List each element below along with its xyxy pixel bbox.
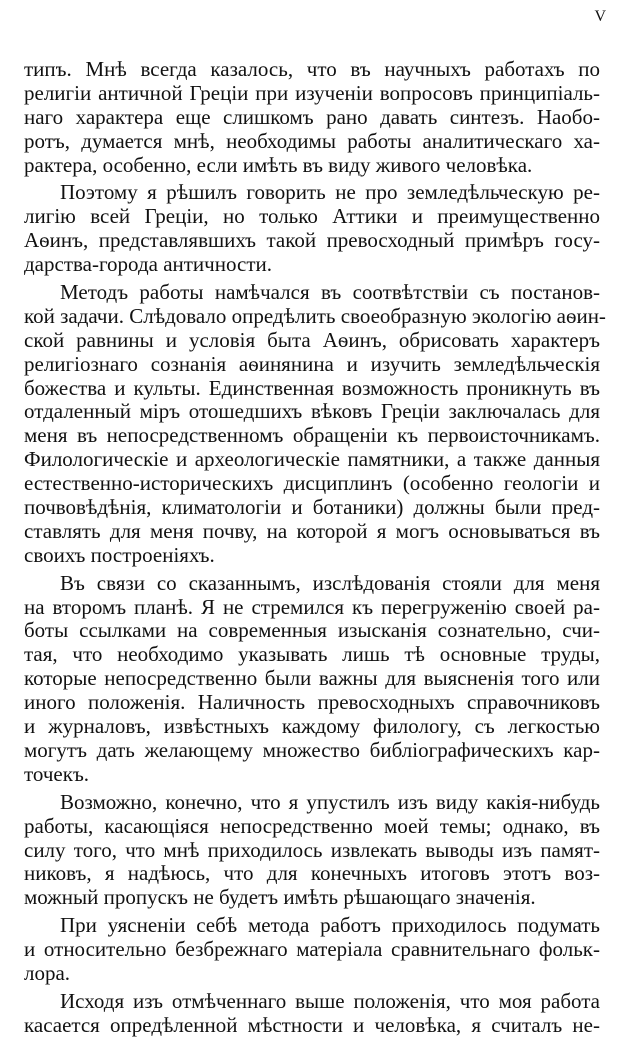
text-line: Аѳинъ, представлявшихъ такой превосходный примѣръ госу- bbox=[24, 228, 600, 253]
text-line: которые непосредственно были важны для выясненія того или bbox=[24, 666, 600, 691]
paragraph bbox=[24, 990, 600, 1038]
paragraph bbox=[24, 791, 600, 910]
paragraph bbox=[24, 58, 600, 177]
text-line: могутъ дать желающему множество библіографическихъ кар- bbox=[24, 737, 600, 762]
text-line: рактера, особенно, если имѣть въ виду живого человѣка. bbox=[24, 152, 533, 177]
text-line: лигію всей Греціи, но только Аттики и преимущественно bbox=[24, 204, 600, 229]
text-line: иного положенія. Наличность превосходныхъ справочниковъ bbox=[24, 690, 600, 715]
text-line: кой задачи. Слѣдовало опредѣлить своеобразную экологію аѳин- bbox=[24, 303, 606, 328]
text-line: и относительно безбрежнаго матеріала сравнительнаго фольк- bbox=[24, 937, 600, 962]
text-line: никовъ, я надѣюсь, что для конечныхъ итоговъ этотъ воз- bbox=[24, 861, 600, 886]
text-line: силу того, что мнѣ приходилось извлекать выводы изъ памят- bbox=[24, 837, 600, 862]
text-line: божества и культы. Единственная возможность проникнуть въ bbox=[24, 375, 600, 400]
text-line: отдаленный міръ отошедшихъ вѣковъ Греціи заключалась для bbox=[24, 399, 600, 424]
text-line: на второмъ планѣ. Я не стремился къ перегруженію своей ра- bbox=[24, 594, 600, 619]
paragraph bbox=[24, 181, 600, 277]
text-line: типъ. Мнѣ всегда казалось, что въ научныхъ работахъ по bbox=[24, 57, 600, 81]
text-line: меня въ непосредственномъ обращеніи къ первоисточникамъ. bbox=[24, 423, 600, 448]
text-line: религіи античной Греціи при изученіи вопросовъ принципіаль- bbox=[24, 80, 600, 105]
text-line: религіознаго сознанія аѳинянина и изучить земледѣльческія bbox=[24, 351, 600, 376]
text-line: и журналовъ, извѣстныхъ каждому филологу, съ легкостью bbox=[24, 714, 600, 739]
paragraph bbox=[24, 914, 600, 986]
text-line: ротъ, думается мнѣ, необходимы работы аналитическаго ха- bbox=[24, 128, 600, 153]
page-number: V bbox=[594, 8, 606, 25]
text-line: Поэтому я рѣшилъ говорить не про земледѣльческую ре- bbox=[60, 180, 600, 205]
text-line: почвовѣдѣнія, климатологіи и ботаники) должны были пред- bbox=[24, 495, 600, 520]
text-line: естественно-историческихъ дисциплинъ (особенно геологіи и bbox=[24, 471, 600, 496]
text-line: точекъ. bbox=[24, 761, 90, 786]
text-line: ской равнины и условія быта Аѳинъ, обрисовать характеръ bbox=[24, 327, 600, 352]
text-line: лора. bbox=[24, 960, 71, 985]
text-line: Методъ работы намѣчался въ соотвѣтствіи съ постанов- bbox=[60, 280, 600, 305]
paragraph bbox=[24, 280, 606, 568]
text-line: Исходя изъ отмѣченнаго выше положенія, что моя работа bbox=[60, 988, 600, 1013]
text-line: работы, касающіяся непосредственно моей темы; однако, въ bbox=[24, 813, 600, 838]
text-line: касается опредѣленной мѣстности и человѣка, я считалъ не- bbox=[24, 1012, 600, 1037]
paragraph bbox=[24, 572, 600, 787]
text-line: своихъ построеніяхъ. bbox=[24, 542, 215, 567]
page-text-body bbox=[24, 57, 606, 1038]
text-line: тая, что необходимо указывать лишь тѣ основные труды, bbox=[24, 642, 600, 667]
text-line: ставлять для меня почву, на которой я могъ основываться въ bbox=[24, 518, 600, 543]
text-line: боты ссылками на современныя изысканія сознательно, счи- bbox=[24, 618, 600, 643]
text-line: Филологическіе и археологическіе памятники, а также данныя bbox=[24, 447, 600, 472]
text-line: Возможно, конечно, что я упустилъ изъ виду какія-нибудь bbox=[60, 789, 600, 814]
text-line: При уясненіи себѣ метода работъ приходилось подумать bbox=[60, 913, 600, 938]
text-line: дарства-города античности. bbox=[24, 252, 272, 277]
text-line: Въ связи со сказаннымъ, изслѣдованія стояли для меня bbox=[60, 570, 600, 595]
text-line: наго характера еще слишкомъ рано давать синтезъ. Наобо- bbox=[24, 104, 600, 129]
text-line: можный пропускъ не будетъ имѣть рѣшающаго значенія. bbox=[24, 885, 536, 910]
